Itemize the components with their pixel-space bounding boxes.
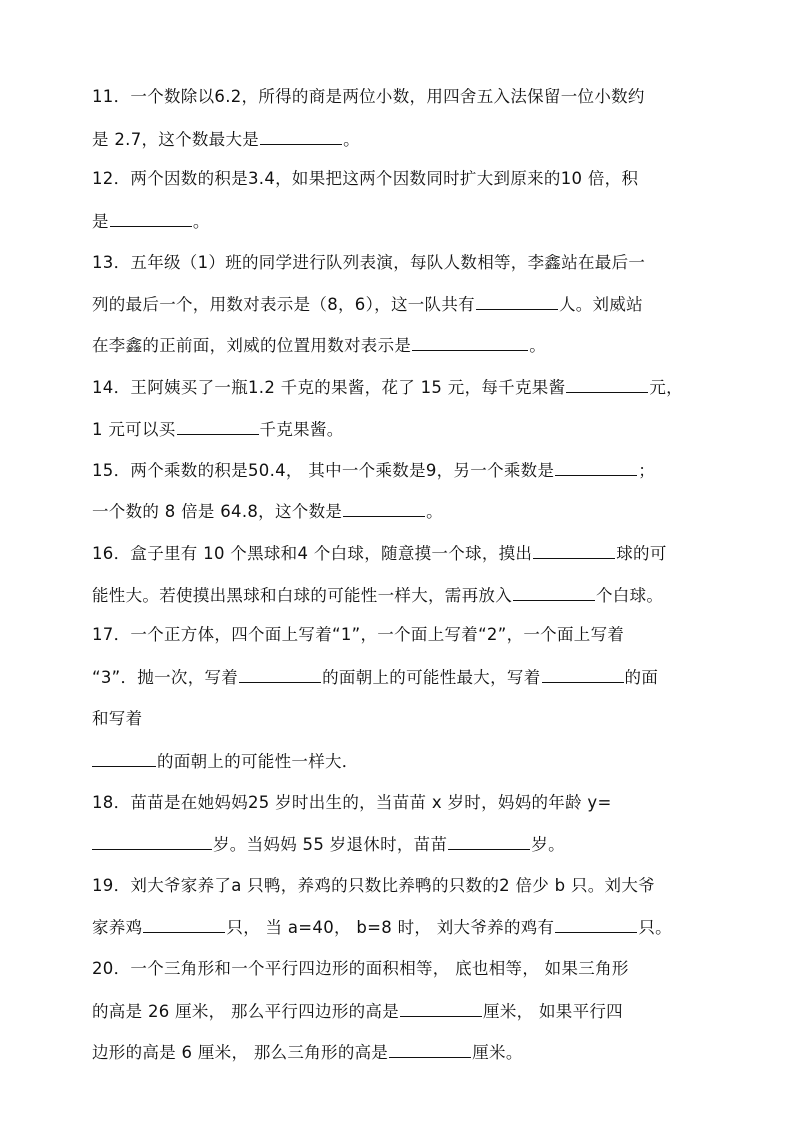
q11-text-a: 是 2.7，这个数最大是 xyxy=(92,130,260,149)
q13-text-d: 。 xyxy=(529,336,547,355)
q16-answer-blank-1[interactable] xyxy=(533,542,615,559)
q13-text-c: 在李鑫的正前面，刘威的位置用数对表示是 xyxy=(92,336,412,355)
q12-text: 12．两个因数的积是3.4，如果把这两个因数同时扩大到原来的10 倍，积 xyxy=(92,169,639,188)
q17-line1 xyxy=(92,624,624,646)
q11-line2 xyxy=(92,128,360,151)
q20-answer-blank-2[interactable] xyxy=(389,1041,471,1058)
q19-text-b: 只， 当 a=40， b=8 时， 刘大爷养的鸡有 xyxy=(226,918,555,937)
q14-text-b: 元， xyxy=(649,378,683,397)
q14-line1 xyxy=(92,376,683,399)
q18-line2 xyxy=(92,833,565,856)
q15-text-c: 一个数的 8 倍是 64.8，这个数是 xyxy=(92,502,343,521)
q15-line1 xyxy=(92,459,655,482)
q16-text-d: 个白球。 xyxy=(596,586,664,605)
q17-line3 xyxy=(92,708,142,730)
q16-text-b: 球的可 xyxy=(616,544,667,563)
q15-text-d: 。 xyxy=(426,502,443,521)
q14-text-d: 千克果酱。 xyxy=(259,420,344,439)
q20-line3 xyxy=(92,1041,523,1064)
q15-line2 xyxy=(92,500,443,523)
q16-answer-blank-2[interactable] xyxy=(513,584,595,601)
q15-answer-blank-2[interactable] xyxy=(343,500,425,517)
q17-text: 17．一个正方体，四个面上写着“1”，一个面上写着“2”，一个面上写着 xyxy=(92,625,625,644)
q13-text-b: 人。刘威站 xyxy=(558,295,643,314)
q17-line2 xyxy=(92,666,658,689)
q11-line1 xyxy=(92,86,645,108)
q20-line2 xyxy=(92,1000,623,1023)
q15-text-a: 15．两个乘数的积是50.4， 其中一个乘数是9，另一个乘数是 xyxy=(92,461,555,480)
q19-text-c: 只。 xyxy=(638,918,672,937)
q20-text-d: 厘米。 xyxy=(472,1043,523,1062)
q18-text-b: 岁。当妈妈 55 岁退休时，苗苗 xyxy=(213,835,448,854)
q13-answer-blank-1[interactable] xyxy=(476,293,558,310)
q11-answer-blank[interactable] xyxy=(260,128,342,145)
q15-answer-blank-1[interactable] xyxy=(555,459,637,476)
q17-answer-blank-1[interactable] xyxy=(239,666,321,683)
q17-line4 xyxy=(92,750,359,773)
q17-text-c: 的面 xyxy=(624,668,659,687)
q19-line2 xyxy=(92,916,672,939)
q18-text: 18．苗苗是在她妈妈25 岁时出生的，当苗苗 x 岁时，妈妈的年龄 y= xyxy=(92,793,612,812)
q17-text-b: 的面朝上的可能性最大，写着 xyxy=(322,668,541,687)
q17-answer-blank-2[interactable] xyxy=(542,666,624,683)
q13-text-a: 列的最后一个，用数对表示是（8，6），这一队共有 xyxy=(92,295,475,314)
q17-text-e: 的面朝上的可能性一样大． xyxy=(157,752,359,771)
q19-text: 19．刘大爷家养了a 只鸭，养鸡的只数比养鸭的只数的2 倍少 b 只。刘大爷 xyxy=(92,876,655,895)
q18-answer-blank-1[interactable] xyxy=(92,833,212,850)
q16-text-a: 16．盒子里有 10 个黑球和4 个白球，随意摸一个球，摸出 xyxy=(92,544,533,563)
q18-line1 xyxy=(92,792,612,814)
q14-line2 xyxy=(92,418,344,441)
q17-text-d: 和写着 xyxy=(92,709,143,728)
q14-text-a: 14．王阿姨买了一瓶1.2 千克的果酱，花了 15 元，每千克果酱 xyxy=(92,378,566,397)
q16-text-c: 能性大。若使摸出黑球和白球的可能性一样大，需再放入 xyxy=(92,586,512,605)
q12-line2 xyxy=(92,210,210,233)
q20-text-c: 边形的高是 6 厘米， 那么三角形的高是 xyxy=(92,1043,389,1062)
q17-text-a: “3”．抛一次，写着 xyxy=(92,668,239,687)
q16-line1 xyxy=(92,542,667,565)
q13-line3 xyxy=(92,334,546,357)
q19-answer-blank-1[interactable] xyxy=(143,916,225,933)
q18-answer-blank-2[interactable] xyxy=(448,833,530,850)
q12-answer-blank[interactable] xyxy=(110,210,192,227)
q20-text-a: 的高是 26 厘米， 那么平行四边形的高是 xyxy=(92,1002,400,1021)
q20-line1 xyxy=(92,958,629,980)
q13-text: 13．五年级（1）班的同学进行队列表演，每队人数相等，李鑫站在最后一 xyxy=(92,253,646,272)
q17-answer-blank-3[interactable] xyxy=(92,750,156,767)
q14-answer-blank-2[interactable] xyxy=(177,418,259,435)
q13-line1 xyxy=(92,252,645,274)
q12-line1 xyxy=(92,168,638,190)
q11-text-b: 。 xyxy=(343,130,360,149)
q20-text-b: 厘米， 如果平行四 xyxy=(483,1002,623,1021)
q14-answer-blank-1[interactable] xyxy=(566,376,648,393)
q19-text-a: 家养鸡 xyxy=(92,918,143,937)
q14-text-c: 1 元可以买 xyxy=(92,420,176,439)
q16-line2 xyxy=(92,584,663,607)
q12-text-a: 是 xyxy=(92,212,109,231)
q13-answer-blank-2[interactable] xyxy=(412,334,528,351)
q15-text-b: ； xyxy=(638,461,656,480)
q20-answer-blank-1[interactable] xyxy=(400,1000,482,1017)
q19-answer-blank-2[interactable] xyxy=(555,916,637,933)
q12-text-b: 。 xyxy=(192,212,210,231)
q19-line1 xyxy=(92,875,655,897)
q11-text: 11．一个数除以6.2，所得的商是两位小数，用四舍五入法保留一位小数约 xyxy=(92,87,645,106)
q20-text: 20．一个三角形和一个平行四边形的面积相等， 底也相等， 如果三角形 xyxy=(92,959,629,978)
q18-text-c: 岁。 xyxy=(531,835,565,854)
q13-line2 xyxy=(92,293,643,316)
